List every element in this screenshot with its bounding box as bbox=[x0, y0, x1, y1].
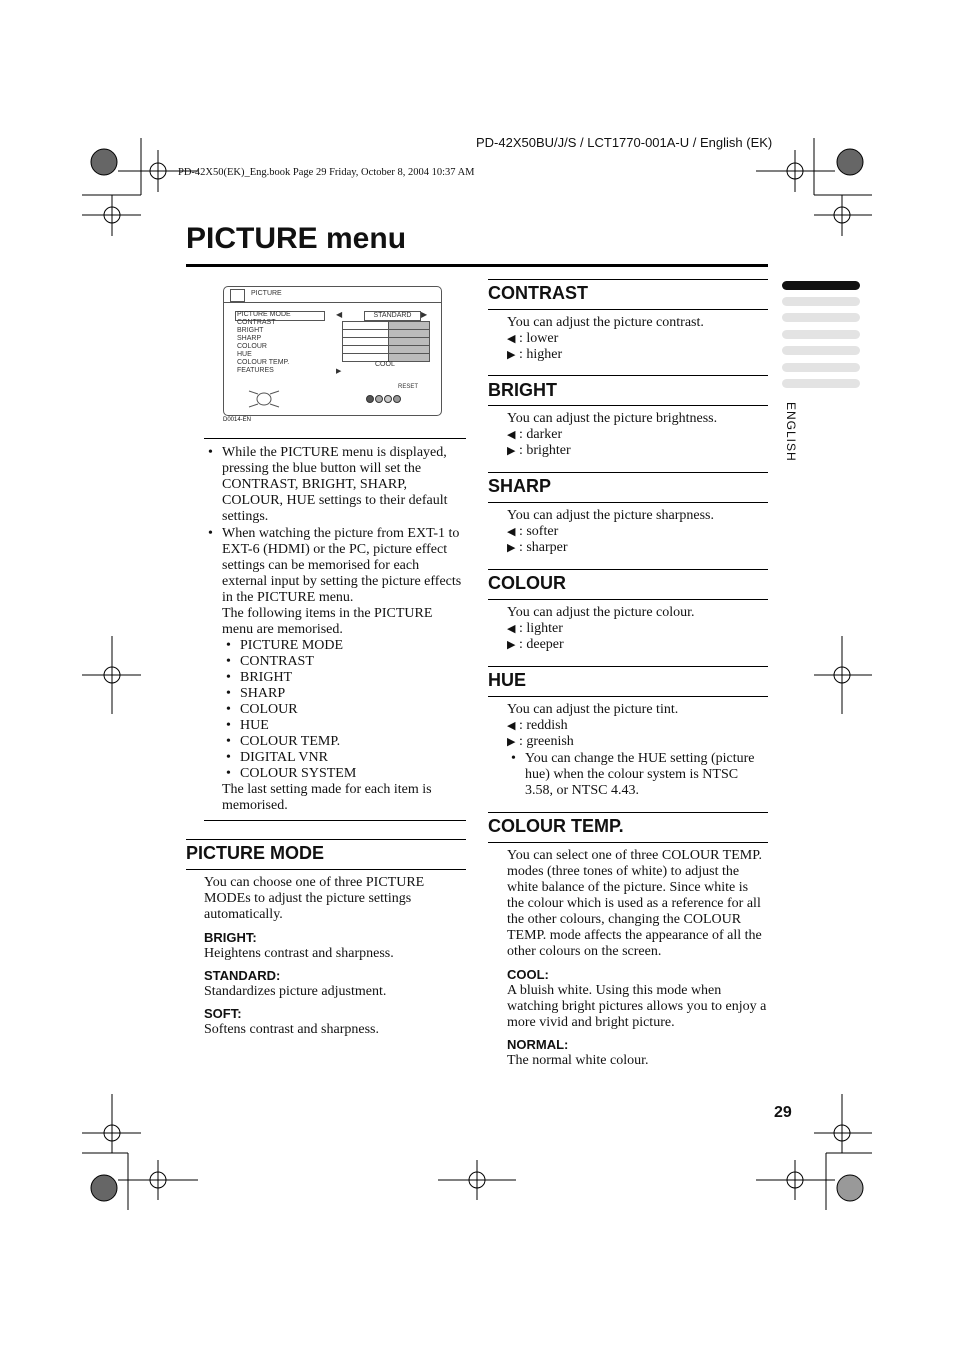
picture-mode-section bbox=[204, 875, 464, 1038]
section-tab bbox=[782, 346, 860, 355]
menu-item: BRIGHT bbox=[237, 327, 264, 334]
title-rule bbox=[186, 264, 768, 267]
cool-desc: A bluish white. Using this mode when watching bright pictures allows you to enjoy a more vivid and bright picture. bbox=[507, 983, 767, 1030]
left-triangle-icon: ◀ bbox=[507, 623, 516, 635]
adjust-left-line bbox=[507, 718, 767, 734]
mode-desc: Heightens contrast and sharpness. bbox=[204, 946, 394, 961]
menu-item: PICTURE MODE bbox=[237, 311, 291, 318]
menu-screen-illustration bbox=[223, 286, 442, 416]
adjust-left-line bbox=[507, 621, 767, 637]
mode-desc: Softens contrast and sharpness. bbox=[204, 1022, 379, 1037]
memorised-item: • PICTURE MODE bbox=[222, 638, 466, 654]
adjust-right-text: : greenish bbox=[518, 734, 574, 749]
adjust-right-text: : brighter bbox=[518, 443, 571, 458]
adjust-left-text: : lighter bbox=[518, 621, 563, 636]
note-bullet: • While the PICTURE menu is displayed, pressing the blue button will set the CONTRAST, BRIGHT, SHARP, COLOUR, HUE settings to their default settings. bbox=[204, 445, 466, 525]
section-rule bbox=[186, 869, 466, 870]
memorised-list bbox=[222, 638, 466, 782]
features-arrow-icon: ▶ bbox=[336, 368, 342, 375]
picture-mode-intro: You can choose one of three PICTURE MODEs to adjust the picture settings automatically. bbox=[204, 875, 425, 922]
sharp-section bbox=[507, 508, 767, 556]
hue-section bbox=[507, 702, 767, 799]
level-bar bbox=[343, 338, 429, 346]
mode-name: SOFT: bbox=[204, 1006, 242, 1021]
section-rule bbox=[488, 279, 768, 280]
adjust-left-text: : lower bbox=[518, 331, 559, 346]
cool-label: COOL: bbox=[507, 967, 549, 982]
adjust-right-text: : sharper bbox=[518, 540, 568, 555]
section-rule bbox=[488, 842, 768, 843]
section-tab bbox=[782, 297, 860, 306]
adjust-left-line bbox=[507, 331, 767, 347]
book-info-line: PD-42X50(EK)_Eng.book Page 29 Friday, October 8, 2004 10:37 AM bbox=[178, 167, 475, 178]
memorised-item: • HUE bbox=[222, 718, 466, 734]
note-bullet bbox=[204, 526, 466, 814]
memorised-item: • DIGITAL VNR bbox=[222, 750, 466, 766]
adjust-left-text: : softer bbox=[518, 524, 559, 539]
memorised-intro: The following items in the PICTURE menu are memorised. bbox=[222, 606, 433, 637]
sharp-intro: You can adjust the picture sharpness. bbox=[507, 508, 714, 523]
memorised-item: • BRIGHT bbox=[222, 670, 466, 686]
mode-desc: Standardizes picture adjustment. bbox=[204, 984, 387, 999]
menu-header: PICTURE bbox=[251, 290, 282, 297]
level-bar bbox=[343, 330, 429, 338]
colour-temp-intro: You can select one of three COLOUR TEMP. modes (three tones of white) to adjust the white balance of the picture. Since white is the colour which is used as a reference for all the other colours, changing the COLOUR TEMP. mode affects the appearance of all the other colours on the screen. bbox=[507, 848, 762, 959]
section-tab bbox=[782, 363, 860, 372]
adjust-right-text: : deeper bbox=[518, 637, 564, 652]
menu-item: COLOUR bbox=[237, 343, 267, 350]
left-arrow-icon: ◀ bbox=[336, 310, 343, 319]
normal-label: NORMAL: bbox=[507, 1037, 569, 1052]
section-rule bbox=[488, 812, 768, 813]
left-triangle-icon: ◀ bbox=[507, 333, 516, 345]
left-triangle-icon: ◀ bbox=[507, 429, 516, 441]
mode-name: BRIGHT: bbox=[204, 930, 257, 945]
note-text: When watching the picture from EXT-1 to EXT-6 (HDMI) or the PC, picture effect settings can be memorised for each external input by setting the picture effects in the PICTURE menu. bbox=[222, 526, 462, 605]
colour-buttons-icon bbox=[364, 393, 414, 405]
sharp-heading: SHARP bbox=[488, 476, 552, 496]
section-rule bbox=[488, 502, 768, 503]
adjust-left-line bbox=[507, 427, 767, 443]
menu-item: FEATURES bbox=[237, 367, 274, 374]
menu-item: CONTRAST bbox=[237, 319, 276, 326]
menu-item: SHARP bbox=[237, 335, 262, 342]
colour-temp-heading: COLOUR TEMP. bbox=[488, 816, 624, 836]
memorised-item: • CONTRAST bbox=[222, 654, 466, 670]
contrast-intro: You can adjust the picture contrast. bbox=[507, 315, 704, 330]
section-tab-active bbox=[782, 281, 860, 290]
section-tab bbox=[782, 330, 860, 339]
notes-top-rule bbox=[204, 438, 466, 439]
colour-section bbox=[507, 605, 767, 653]
left-triangle-icon: ◀ bbox=[507, 526, 516, 538]
section-rule bbox=[186, 839, 466, 840]
adjust-left-text: : reddish bbox=[518, 718, 568, 733]
contrast-heading: CONTRAST bbox=[488, 283, 588, 303]
section-rule bbox=[488, 696, 768, 697]
language-label: ENGLISH bbox=[784, 402, 798, 462]
colour-intro: You can adjust the picture colour. bbox=[507, 605, 695, 620]
last-setting-note: The last setting made for each item is memorised. bbox=[222, 782, 432, 813]
memorised-item: • SHARP bbox=[222, 686, 466, 702]
picture-mode-heading: PICTURE MODE bbox=[186, 843, 325, 863]
hue-note: • You can change the HUE setting (picture hue) when the colour system is NTSC 3.58, or NTSC 4.43. bbox=[507, 751, 767, 799]
left-triangle-icon: ◀ bbox=[507, 720, 516, 732]
level-bar bbox=[343, 354, 429, 361]
adjust-right-line bbox=[507, 637, 767, 653]
hue-heading: HUE bbox=[488, 670, 527, 690]
right-arrow-icon: ▶ bbox=[421, 310, 428, 319]
colour-temp-section bbox=[507, 848, 767, 1069]
adjust-left-line bbox=[507, 524, 767, 540]
memorised-item: • COLOUR TEMP. bbox=[222, 734, 466, 750]
section-rule bbox=[488, 375, 768, 376]
section-rule bbox=[488, 666, 768, 667]
hue-intro: You can adjust the picture tint. bbox=[507, 702, 679, 717]
right-triangle-icon: ▶ bbox=[507, 639, 516, 651]
temp-value: COOL bbox=[375, 361, 395, 368]
section-rule bbox=[488, 599, 768, 600]
colour-heading: COLOUR bbox=[488, 573, 566, 593]
document-code: PD-42X50BU/J/S / LCT1770-001A-U / English (EK) bbox=[476, 135, 773, 150]
bright-section bbox=[507, 411, 767, 459]
picture-menu-icon bbox=[230, 289, 245, 302]
page-title: PICTURE menu bbox=[186, 222, 407, 255]
section-tab bbox=[782, 379, 860, 388]
reset-label: RESET bbox=[398, 384, 419, 390]
adjust-right-line bbox=[507, 540, 767, 556]
adjust-right-text: : higher bbox=[518, 347, 563, 362]
right-triangle-icon: ▶ bbox=[507, 736, 516, 748]
section-tab bbox=[782, 313, 860, 322]
level-bar bbox=[343, 322, 429, 330]
level-bars bbox=[342, 321, 430, 362]
bright-heading: BRIGHT bbox=[488, 380, 557, 400]
memorised-item: • COLOUR SYSTEM bbox=[222, 766, 466, 782]
adjust-left-text: : darker bbox=[518, 427, 563, 442]
notes-bottom-rule bbox=[204, 820, 466, 821]
section-rule bbox=[488, 569, 768, 570]
menu-item: HUE bbox=[237, 351, 252, 358]
figure-code: D0014-EN bbox=[223, 417, 252, 423]
level-bar bbox=[343, 346, 429, 354]
adjust-right-line bbox=[507, 443, 767, 459]
adjust-right-line bbox=[507, 347, 767, 363]
bright-intro: You can adjust the picture brightness. bbox=[507, 411, 718, 426]
section-rule bbox=[488, 309, 768, 310]
remote-dpad-icon bbox=[244, 387, 304, 411]
page-number: 29 bbox=[774, 1104, 792, 1121]
right-triangle-icon: ▶ bbox=[507, 542, 516, 554]
mode-value: STANDARD bbox=[364, 311, 421, 321]
contrast-section bbox=[507, 315, 767, 363]
section-rule bbox=[488, 405, 768, 406]
notes-block bbox=[204, 445, 466, 814]
memorised-item: • COLOUR bbox=[222, 702, 466, 718]
menu-item-list bbox=[237, 311, 291, 375]
mode-name: STANDARD: bbox=[204, 968, 281, 983]
menu-item: COLOUR TEMP. bbox=[237, 359, 290, 366]
menu-divider bbox=[224, 302, 441, 303]
normal-desc: The normal white colour. bbox=[507, 1053, 649, 1068]
section-rule bbox=[488, 472, 768, 473]
right-triangle-icon: ▶ bbox=[507, 445, 516, 457]
right-triangle-icon: ▶ bbox=[507, 349, 516, 361]
adjust-right-line bbox=[507, 734, 767, 750]
